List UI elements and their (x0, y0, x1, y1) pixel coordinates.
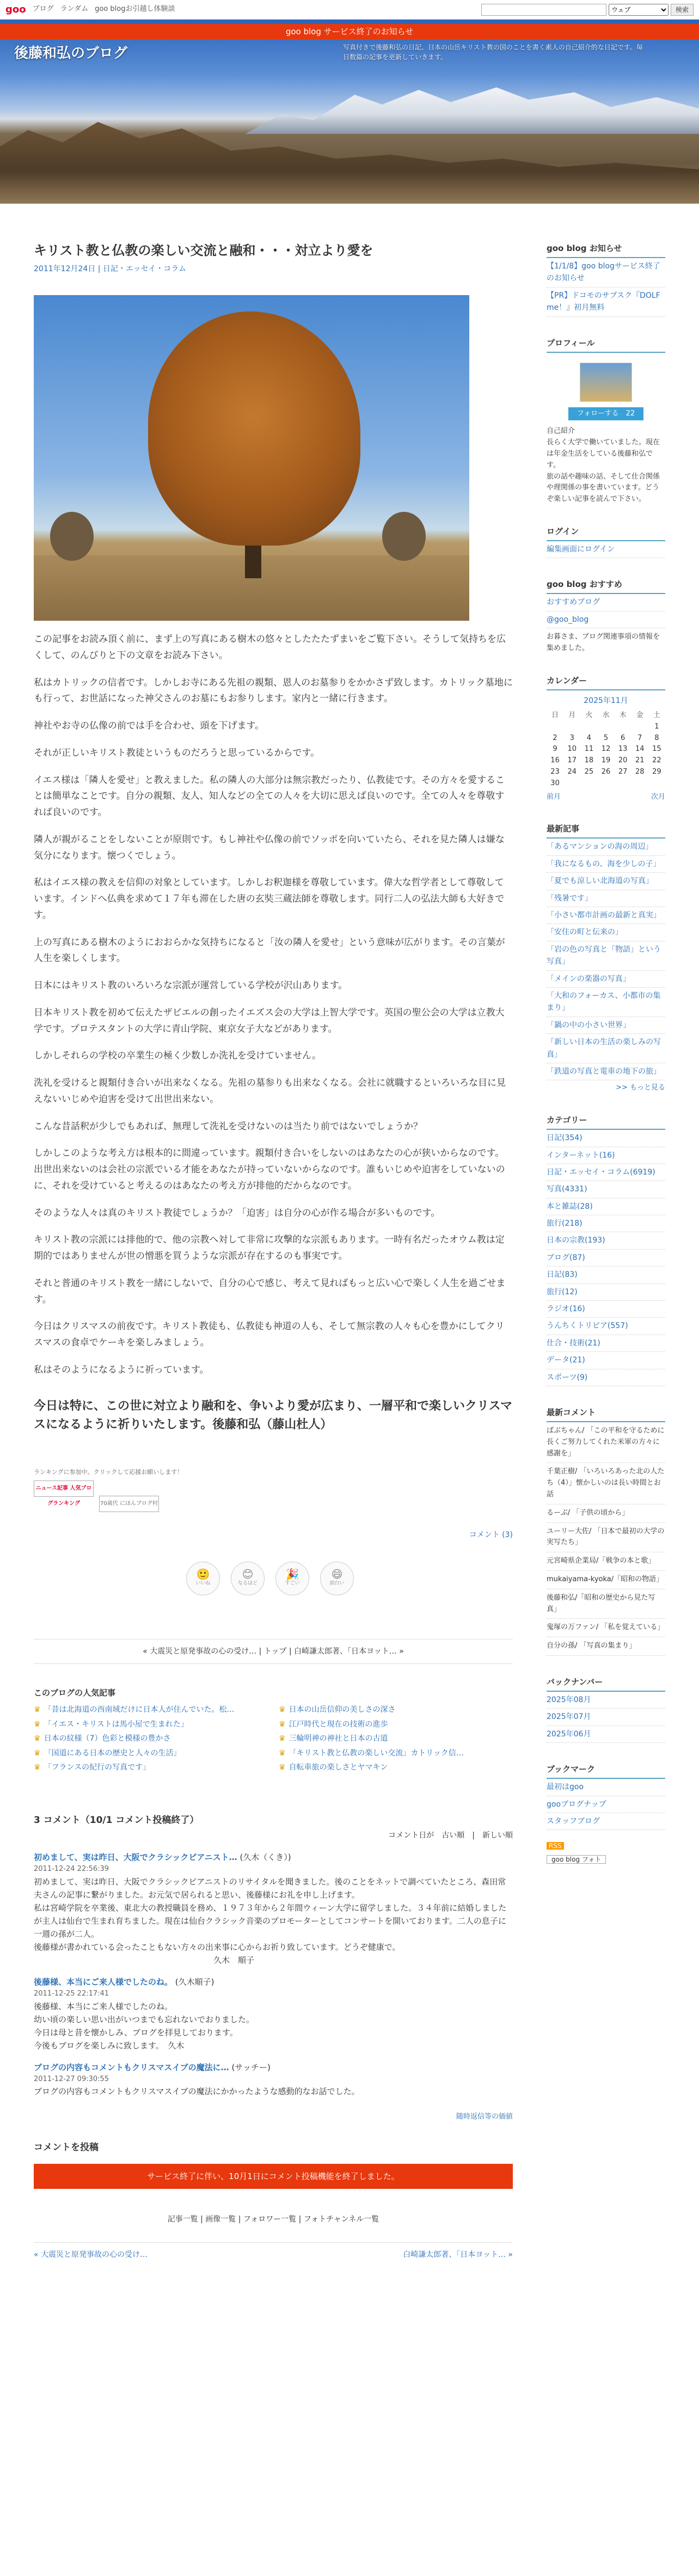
calendar-weekday: 木 (619, 711, 627, 720)
crown-icon: ♛ (34, 1734, 41, 1743)
sidebar-profile-title: プロフィール (547, 336, 665, 353)
post-paragraph: 私はイエス様の教えを信仰の対象としています。しかしお釈迦様を尊敬しています。偉大な哲学者として尊敬しています。インドへ仏典を求めて１７年も滞在した唐の玄奘三蔵法師を尊敬します。同行二人の弘法大師も大好きです。 (34, 877, 505, 921)
footer-links[interactable]: 記事一覧 | 画像一覧 | フォロワー一覧 | フォトチャンネル一覧 (167, 2214, 379, 2224)
calendar-day[interactable]: 18 (584, 756, 594, 765)
calendar-day[interactable]: 9 (553, 745, 557, 754)
photo-tree-crown (148, 311, 360, 546)
popular-item[interactable] (34, 1732, 268, 1746)
popular-item[interactable] (279, 1703, 513, 1717)
reaction-label: なるほど (237, 1580, 257, 1586)
ranking-text: ランキングに参加中。クリックして応援お願いします！ (34, 1468, 183, 1476)
calendar-day[interactable]: 5 (603, 733, 609, 742)
calendar-day[interactable]: 1 (654, 722, 659, 731)
recent-comments-title: 最新コメント (547, 1406, 665, 1422)
calendar-day[interactable]: 14 (635, 745, 645, 754)
calendar-weekday: 水 (602, 711, 610, 720)
backnumber-title: バックナンバー (547, 1675, 665, 1692)
post-comment-section (34, 2140, 513, 2189)
bookmark-title: ブックマーク (547, 1763, 665, 1779)
recent-comment-text: 鬼塚の万ファン/ 「私を覚えている」 (547, 1623, 665, 1632)
reaction-button[interactable] (186, 1562, 220, 1595)
ranking-badge[interactable]: ニュース記事 人気ブログランキング (34, 1480, 94, 1497)
comment-date: 2011-12-27 09:30:55 (34, 2075, 109, 2083)
calendar-day[interactable]: 30 (550, 779, 560, 787)
post-category[interactable]: 日記・エッセイ・コラム (102, 264, 187, 273)
post-paragraph: それと普通のキリスト教を一緒にしないで、自分の心で感じ、考えて見ればもっと広い心で楽しく人生を過ごせます。 (34, 1277, 506, 1305)
category-link[interactable]: 日記・エッセイ・コラム(6919) (547, 1164, 665, 1181)
calendar-day[interactable]: 19 (601, 756, 611, 765)
calendar-day[interactable]: 16 (550, 756, 560, 765)
recent-comment[interactable] (547, 1637, 665, 1656)
blog-title[interactable]: 後藤和弘のブログ (14, 45, 128, 62)
crown-icon: ♛ (279, 1734, 286, 1743)
post-paragraph: この記事をお読み頂く前に、まず上の写真にある樹木の悠々としたたたずまいをご覧下さい。そうして気持ちを広くして、のんびりと下の文章をお読み下さい。 (34, 634, 506, 661)
category-link[interactable]: スポーツ(9) (547, 1369, 665, 1386)
nav-link-blog[interactable]: ブログ (32, 5, 54, 14)
comment-title[interactable]: 後藤様、本当にご来人様でしたのね。 (34, 1977, 173, 1987)
calendar-day[interactable]: 3 (569, 733, 574, 742)
post-photo[interactable] (34, 295, 469, 621)
calendar-next[interactable]: 次月 (651, 792, 665, 801)
calendar-day (631, 778, 648, 790)
blog-description: 写真付きで後藤和弘の日記、日本の山岳キリスト教の国のことを書く素人の自己紹介的な日記です。毎日数篇の記事を更新していきます。 (343, 44, 643, 61)
nav-link-random[interactable]: ランダム (60, 5, 89, 14)
service-notice-banner[interactable]: goo blog サービス終了のお知らせ (0, 24, 699, 39)
backnumber-link[interactable]: 2025年07月 (547, 1709, 665, 1726)
sidebar-notice-item[interactable]: 【PR】ドコモのサブスク『DOLF me！』初月無料 (547, 287, 665, 317)
backnumber-link[interactable]: 2025年08月 (547, 1692, 665, 1709)
sidebar (547, 242, 665, 2294)
reaction-button[interactable] (231, 1562, 265, 1595)
post-paragraph: しかしこのような考え方は根本的に間違っています。親類付き合いをしないのはあなたの心が狭いからなのです。出世出来ないのは会社の宗派でいる才能をあなたが持っていないからなのです。誰もいじめや迫害をしていないのに、それを受けていると考えるのはあなたの考え方が排他的だからなのです。 (34, 1148, 505, 1191)
popular-item[interactable] (279, 1747, 513, 1760)
post-paragraph: そのような人々は真のキリスト教徒でしょうか？「迫害」は自分の心が作る場合が多いものです。 (34, 1207, 440, 1219)
popular-item-link[interactable]: 三輪明神の神社と日本の古道 (289, 1734, 388, 1743)
category-link[interactable]: ブログ(87) (547, 1250, 665, 1266)
recent-post-link[interactable]: 「鉄道の写真と電車の地下の旅」 (547, 1063, 665, 1080)
category-link[interactable]: 写真(4331) (547, 1181, 665, 1198)
recent-post-link[interactable]: 「あるマンションの海の周辺」 (547, 839, 665, 855)
recent-comment[interactable] (547, 1552, 665, 1571)
post-paragraph: 日本キリスト教を初めて伝えたザビエルの創ったイエズス会の大学は上智大学です。英国の聖公会の大学は立教大学です。プロテスタントの大学に青山学院、東京女子大などがあります。 (34, 1007, 505, 1035)
backnumber-link[interactable]: 2025年06月 (547, 1726, 665, 1743)
recent-comment-text: 千葉正樹/ 「いろいろあった北の人たち（4）」懐かしいのは長い時間とお話 (547, 1467, 665, 1498)
footer-navigation (34, 2242, 513, 2262)
comment-title[interactable]: ブログの内容もコメントもクリスマスイブの魔法に… (34, 2062, 229, 2072)
recent-comment-text: 後藤和弘/「昭和の歴史から見た写真」 (547, 1593, 655, 1613)
reaction-emoji-icon: 🙂 (196, 1567, 210, 1581)
reaction-emoji-icon: 😄 (331, 1567, 343, 1581)
calendar-day (631, 721, 648, 733)
avatar[interactable] (580, 363, 632, 402)
rec-link[interactable]: おすすめブログ (547, 594, 665, 611)
post-body (34, 632, 513, 1434)
comment-date: 2011-12-25 22:17:41 (34, 1989, 109, 1998)
recent-comment-text: るーぶ/ 「子供の頃から」 (547, 1508, 629, 1517)
profile-text: 自己紹介 長らく大学で働いていました。現在は年金生活をしている後藤和弘です。 旅の話や趣味の話、そして仕合関係や理関係の事を書いています。どうぞ楽しい記事を読んで下さい。 (547, 427, 660, 504)
calendar-day[interactable]: 28 (635, 768, 645, 776)
sidebar-notice-title: goo blog お知らせ (547, 242, 665, 258)
calendar-day (563, 721, 580, 733)
popular-item[interactable] (34, 1718, 268, 1731)
top-bar (0, 0, 699, 20)
post-paragraph: キリスト教の宗派には排他的で、他の宗教へ対して非常に攻撃的な宗派もあります。一時有名だったオウム教は定期的ではありませんが世の憎悪を買うような宗派が存在するのも事実です。 (34, 1234, 505, 1262)
popular-item-link[interactable]: 日本の紋様（7）色彩と模様の豊かさ (44, 1734, 171, 1743)
recent-post-link[interactable]: 「大和のフォーカス、小都市の集まり」 (547, 988, 665, 1017)
comment-date: 2011-12-24 22:56:39 (34, 1865, 109, 1874)
category-title: カテゴリー (547, 1113, 665, 1130)
post-paragraph: しかしそれらの学校の卒業生の極く少数しか洗礼を受けていません。 (34, 1050, 322, 1062)
photo-bg-tree (382, 512, 426, 561)
popular-item-link[interactable]: 「国道にある日本の歴史と人々の生活」 (44, 1748, 181, 1758)
goo-logo[interactable]: goo (5, 3, 26, 15)
header-trees (0, 122, 699, 204)
post-paragraph: 私はそのようになるように祈っています。 (34, 1364, 209, 1375)
recent-post-link[interactable]: 「安住の町と伝来の」 (547, 924, 665, 941)
category-link[interactable]: 本と雑誌(28) (547, 1198, 665, 1215)
comment-author: (久木（くき）) (240, 1852, 291, 1863)
reaction-label: いいね (195, 1580, 211, 1586)
post-paragraph: こんな昔話釈が少しでもあれば、無理して洗礼を受けないのは当たり前ではないでしょうか？ (34, 1121, 422, 1132)
post-paragraph: 日本にはキリスト教のいろいろな宗派が運営している学校が沢山あります。 (34, 980, 348, 992)
recent-comment-text: 元宮崎県企業局/「戦争の本と歌」 (547, 1557, 655, 1565)
calendar-day (580, 778, 597, 790)
bookmark-link[interactable]: gooブログナップ (547, 1796, 665, 1813)
comments-heading: 3 コメント（10/1 コメント投稿終了） (34, 1814, 199, 1826)
calendar-day[interactable]: 27 (618, 768, 628, 776)
recent-comment[interactable] (547, 1422, 665, 1463)
recent-post-link[interactable]: 「メインの楽器の写真」 (547, 971, 665, 988)
sidebar-notice-item[interactable]: 【1/1/8】goo blogサービス終了のお知らせ (547, 258, 665, 287)
comment-closed-banner[interactable]: サービス終了に伴い、10月1日にコメント投稿機能を終了しました。 (34, 2164, 513, 2189)
calendar-day[interactable]: 11 (584, 745, 594, 754)
calendar-day[interactable]: 13 (618, 745, 628, 754)
category-link[interactable]: インターネット(16) (547, 1147, 665, 1164)
calendar-day[interactable]: 24 (567, 768, 577, 776)
calendar-weekday: 火 (585, 711, 593, 720)
recent-posts-title: 最新記事 (547, 822, 665, 839)
calendar-day[interactable]: 23 (550, 768, 560, 776)
next-post-link[interactable]: 白崎謙太郎著、「日本ヨット… » (403, 2250, 513, 2260)
calendar-day[interactable]: 21 (635, 756, 645, 765)
calendar-day[interactable]: 26 (601, 768, 611, 776)
calendar-day[interactable]: 2 (553, 733, 557, 742)
calendar-day[interactable]: 6 (620, 733, 626, 742)
recent-comment[interactable] (547, 1523, 665, 1553)
post-paragraph: 今日はクリスマスの前夜です。キリスト教徒も、仏教徒も神道の人も、そして無宗教の人々も心を豊かにしてクリスマスの食卓でケーキを楽しみましょう。 (34, 1321, 505, 1349)
rec-link[interactable]: @goo_blog (547, 611, 665, 628)
reaction-buttons (186, 1562, 513, 1595)
ranking-badge[interactable]: 70歳代 にほんブログ村 (99, 1496, 159, 1512)
calendar-day[interactable]: 10 (567, 745, 577, 754)
calendar-day[interactable]: 7 (637, 733, 642, 742)
login-link[interactable]: 編集画面にログイン (547, 541, 665, 558)
crown-icon: ♛ (34, 1763, 41, 1772)
category-link[interactable]: 旅行(218) (547, 1215, 665, 1232)
comment-text: 後藤様、本当にご来人様でしたのね。 幼い頃の楽しい思い出がいつまでも忘れないでおりました。 今日は母と昔を懐かしみ、ブログを拝見しております。 今後もブログを楽しみに致します。 久木 (34, 2001, 255, 2051)
blog-header (0, 20, 699, 204)
reaction-button[interactable] (275, 1562, 309, 1595)
calendar-day (597, 778, 614, 790)
calendar-day[interactable]: 29 (652, 768, 661, 776)
follow-button[interactable]: フォローする 22 (568, 407, 643, 421)
bookmark-link[interactable]: 最初はgoo (547, 1779, 665, 1796)
comment-footer-link[interactable]: 随時返信等の価値 (456, 2113, 513, 2121)
reaction-label: すごい (285, 1580, 300, 1586)
comment-author: (久木順子) (175, 1977, 214, 1987)
recent-more-link[interactable]: >> もっと見る (616, 1084, 665, 1092)
popular-item[interactable] (34, 1761, 268, 1775)
crown-icon: ♛ (34, 1720, 41, 1729)
calendar-day[interactable]: 4 (586, 733, 591, 742)
calendar-day (597, 721, 614, 733)
recent-comment-text: ユーリー大佐/ 「日本で最初の大学の実写たち」 (547, 1527, 665, 1547)
calendar-day[interactable]: 8 (654, 733, 659, 742)
recent-comment-text: ばぶちゃん/ 「この平和を守るために長くご努力してくれた米軍の方々に感謝を」 (547, 1426, 665, 1458)
post-paragraph: イエス様は「隣人を愛せ」と教えました。私の隣人の大部分は無宗教だったり、仏教徒です。その方々を愛することは簡単なことです。自分の親類、友人、知人などの全ての人々を大切に思えば良いのです。全ての人々を尊敬すれば良いのです。 (34, 774, 505, 818)
popular-item[interactable] (34, 1747, 268, 1760)
popular-title: このブログの人気記事 (34, 1688, 116, 1698)
reaction-emoji-icon: 😊 (242, 1567, 254, 1581)
post-comment-title: コメントを投稿 (34, 2142, 99, 2153)
reaction-button[interactable] (320, 1562, 354, 1595)
category-link[interactable]: うんちくトリビア(557) (547, 1318, 665, 1335)
post-navigation[interactable]: « 大震災と原発事故の心の受け… | トップ | 白崎謙太郎著、「日本ヨット… » (34, 1639, 513, 1665)
category-link[interactable]: データ(21) (547, 1352, 665, 1369)
category-link[interactable]: 仕合・技術(21) (547, 1335, 665, 1352)
nav-link-move[interactable]: goo blogお引越し体験談 (95, 5, 175, 14)
comment (34, 2061, 513, 2098)
rec-text: お暮さま、ブログ関連事項の情報を集めました。 (547, 633, 660, 652)
recent-comment[interactable] (547, 1589, 665, 1619)
popular-item-link[interactable]: 「キリスト教と仏教の楽しい交流」カトリック信… (289, 1748, 464, 1758)
crown-icon: ♛ (279, 1720, 286, 1729)
bookmark-link[interactable]: スタッフブログ (547, 1813, 665, 1830)
main-column (34, 242, 513, 2294)
header-mountains (245, 85, 699, 134)
crown-icon: ♛ (279, 1705, 286, 1715)
popular-item-link[interactable]: 「昔は北海道の西南域だけに日本人が住んでいた。松… (44, 1705, 235, 1715)
post-paragraph: 洗礼を受けると親類付き合いが出来なくなる。先祖の墓参りも出来なくなる。会社に就職するといろいろな目に見えないいじめや迫害を受けて出世出来ない。 (34, 1078, 506, 1105)
recent-post-link[interactable]: 「鍋の中の小さい世界」 (547, 1017, 665, 1034)
calendar-day (563, 778, 580, 790)
calendar-weekday: 金 (636, 711, 643, 720)
popular-item-link[interactable]: 「フランスの紀行の写真です」 (44, 1763, 151, 1772)
popular-item-link[interactable]: 「イエス・キリストは馬小屋で生まれた」 (44, 1720, 188, 1729)
calendar-day (615, 721, 631, 733)
comment (34, 1975, 513, 2052)
goo-blog-button[interactable]: goo blog フォト (547, 1855, 606, 1864)
post-paragraph: 私はカトリックの信者です。しかしお寺にある先祖の親類、恩人のお墓参りをかかさず致します。カトリック墓地にも行って、お世話になった神父さんのお墓にもお参りします。家内と一緒に行きます。 (34, 677, 513, 705)
calendar-day (580, 721, 597, 733)
popular-item-link[interactable]: 江戸時代と現在の技術の進歩 (289, 1720, 388, 1729)
recent-comment-text: 自分の孫/ 「写真の集まり」 (547, 1642, 636, 1650)
calendar-weekday: 月 (568, 711, 576, 720)
comment-text: ブログの内容もコメントもクリスマスイブの魔法にかかったような感動的なお話でした。 (34, 2087, 360, 2097)
popular-item[interactable] (279, 1761, 513, 1775)
popular-articles (34, 1686, 513, 1775)
popular-item[interactable] (279, 1718, 513, 1731)
post-meta: 2011年12月24日 | 日記・エッセイ・コラム (34, 264, 187, 273)
calendar-month: 2025年11月 (584, 696, 628, 705)
calendar-day (547, 721, 563, 733)
calendar-weekday: 日 (551, 711, 559, 720)
recent-post-link[interactable]: 「小さい都市計画の最新と真実」 (547, 907, 665, 924)
category-link[interactable]: 日記(83) (547, 1266, 665, 1283)
popular-item-link[interactable]: 日本の山岳信仰の美しさの深さ (289, 1705, 396, 1715)
comment-sort[interactable]: コメント日が 古い順 | 新しい順 (388, 1831, 513, 1840)
crown-icon: ♛ (279, 1763, 286, 1772)
category-link[interactable]: 旅行(12) (547, 1284, 665, 1301)
calendar (547, 710, 665, 790)
follower-count: 22 (626, 409, 635, 418)
post-paragraph: 神社やお寺の仏像の前では手を合わせ、頭を下げます。 (34, 720, 265, 732)
post-title[interactable]: キリスト教と仏教の楽しい交流と融和・・・対立より愛を (34, 243, 373, 258)
post-date: 2011年12月24日 (34, 264, 96, 273)
popular-item[interactable] (34, 1703, 268, 1717)
calendar-weekday: 土 (653, 711, 660, 720)
recent-post-link[interactable]: 「残暑です」 (547, 890, 665, 907)
post-paragraph: 上の写真にある樹木のようにおおらかな気持ちになると「汝の隣人を愛せ」という意味が広がります。その言葉が人生を楽しくします。 (34, 937, 505, 964)
photo-bg-tree (50, 512, 94, 561)
calendar-day[interactable]: 15 (652, 745, 661, 754)
crown-icon: ♛ (279, 1748, 286, 1758)
reaction-label: 面白い (329, 1580, 345, 1586)
recent-comment[interactable] (547, 1463, 665, 1504)
prev-post-link[interactable]: « 大震災と原発事故の心の受け… (34, 2250, 148, 2260)
comment-text: 初めまして、実は昨日、大阪でクラシックピアニストのリサイタルを聞きました。後のことをネットで調べていたところ、森田常夫さんの記事に繋がりました。お元気で居られると思い、後藤様にお礼を申し上げます。 私は宮崎学院を卒業後、東北大の教授職員を務め、１９７３年から２年間ウィーン大学に留学しました。３４年前に結婚しましたが主人は仙台で生まれ育ちました。現在は仙台クラシック音楽のプロモーターとしてコンサートを開いております。二人の息子に一週の孫が二人。 後藤様が書かれている会ったこともない方々の出来事に心からお祈り致しています。どうぞ健康で。 久木 順子 (34, 1876, 507, 1965)
popular-item-link[interactable]: 自転車旅の楽しさとヤマキン (289, 1763, 388, 1772)
calendar-day[interactable]: 12 (601, 745, 611, 754)
recent-comment[interactable] (547, 1571, 665, 1589)
search-button[interactable]: 検索 (671, 4, 694, 16)
rss-icon[interactable]: RSS (547, 1842, 564, 1850)
calendar-day[interactable]: 20 (618, 756, 628, 765)
recent-comment[interactable] (547, 1504, 665, 1523)
calendar-day (648, 778, 665, 790)
comment (34, 1851, 513, 1967)
reaction-emoji-icon: 🎉 (285, 1567, 299, 1581)
sidebar-rec-title: goo blog おすすめ (547, 578, 665, 594)
comment-title[interactable]: 初めまして、実は昨日、大阪でクラシックピアニスト… (34, 1852, 237, 1863)
calendar-prev[interactable]: 前月 (547, 792, 561, 801)
calendar-day[interactable]: 25 (584, 768, 594, 776)
recent-post-link[interactable]: 「岩の色の写真と「物語」という写真」 (547, 941, 665, 971)
recent-comment-text: mukaiyama-kyoka/「昭和の物語」 (547, 1575, 664, 1583)
post-paragraph: それが正しいキリスト教徒というものだろうと思っているからです。 (34, 747, 320, 758)
ranking-section (34, 1467, 513, 1512)
category-link[interactable]: ラジオ(16) (547, 1301, 665, 1318)
recent-post-link[interactable]: 「夏でも涼しい北海道の写真」 (547, 873, 665, 890)
search-scope-select[interactable] (609, 4, 669, 16)
calendar-title: カレンダー (547, 674, 665, 690)
comment-author: (サッチー) (231, 2062, 271, 2072)
calendar-day[interactable]: 22 (652, 756, 661, 765)
search-input[interactable] (481, 4, 606, 16)
post-closing: 今日は特に、この世に対立より融和を、争いより愛が広まり、一層平和で楽しいクリスマスになるように祈りいたします。後藤和弘（藤山杜人） (34, 1399, 513, 1431)
calendar-day[interactable]: 17 (567, 756, 577, 765)
comment-count-link[interactable]: コメント (3) (469, 1531, 513, 1540)
post-paragraph: 隣人が親がることをしないことが原則です。もし神社や仏像の前でソッポを向いていたら、それを見た隣人は嫌な気分になります。懐つくでしょう。 (34, 834, 505, 861)
recent-comment[interactable] (547, 1619, 665, 1637)
crown-icon: ♛ (34, 1705, 41, 1715)
recent-post-link[interactable]: 「我になるもの、海を少しの子」 (547, 856, 665, 873)
category-link[interactable]: 日本の宗教(193) (547, 1232, 665, 1249)
calendar-day (615, 778, 631, 790)
recent-post-link[interactable]: 「新しい日本の生活の楽しみの写真」 (547, 1034, 665, 1063)
category-link[interactable]: 日記(354) (547, 1130, 665, 1147)
sidebar-login-title: ログイン (547, 525, 665, 541)
popular-item[interactable] (279, 1732, 513, 1746)
crown-icon: ♛ (34, 1748, 41, 1758)
